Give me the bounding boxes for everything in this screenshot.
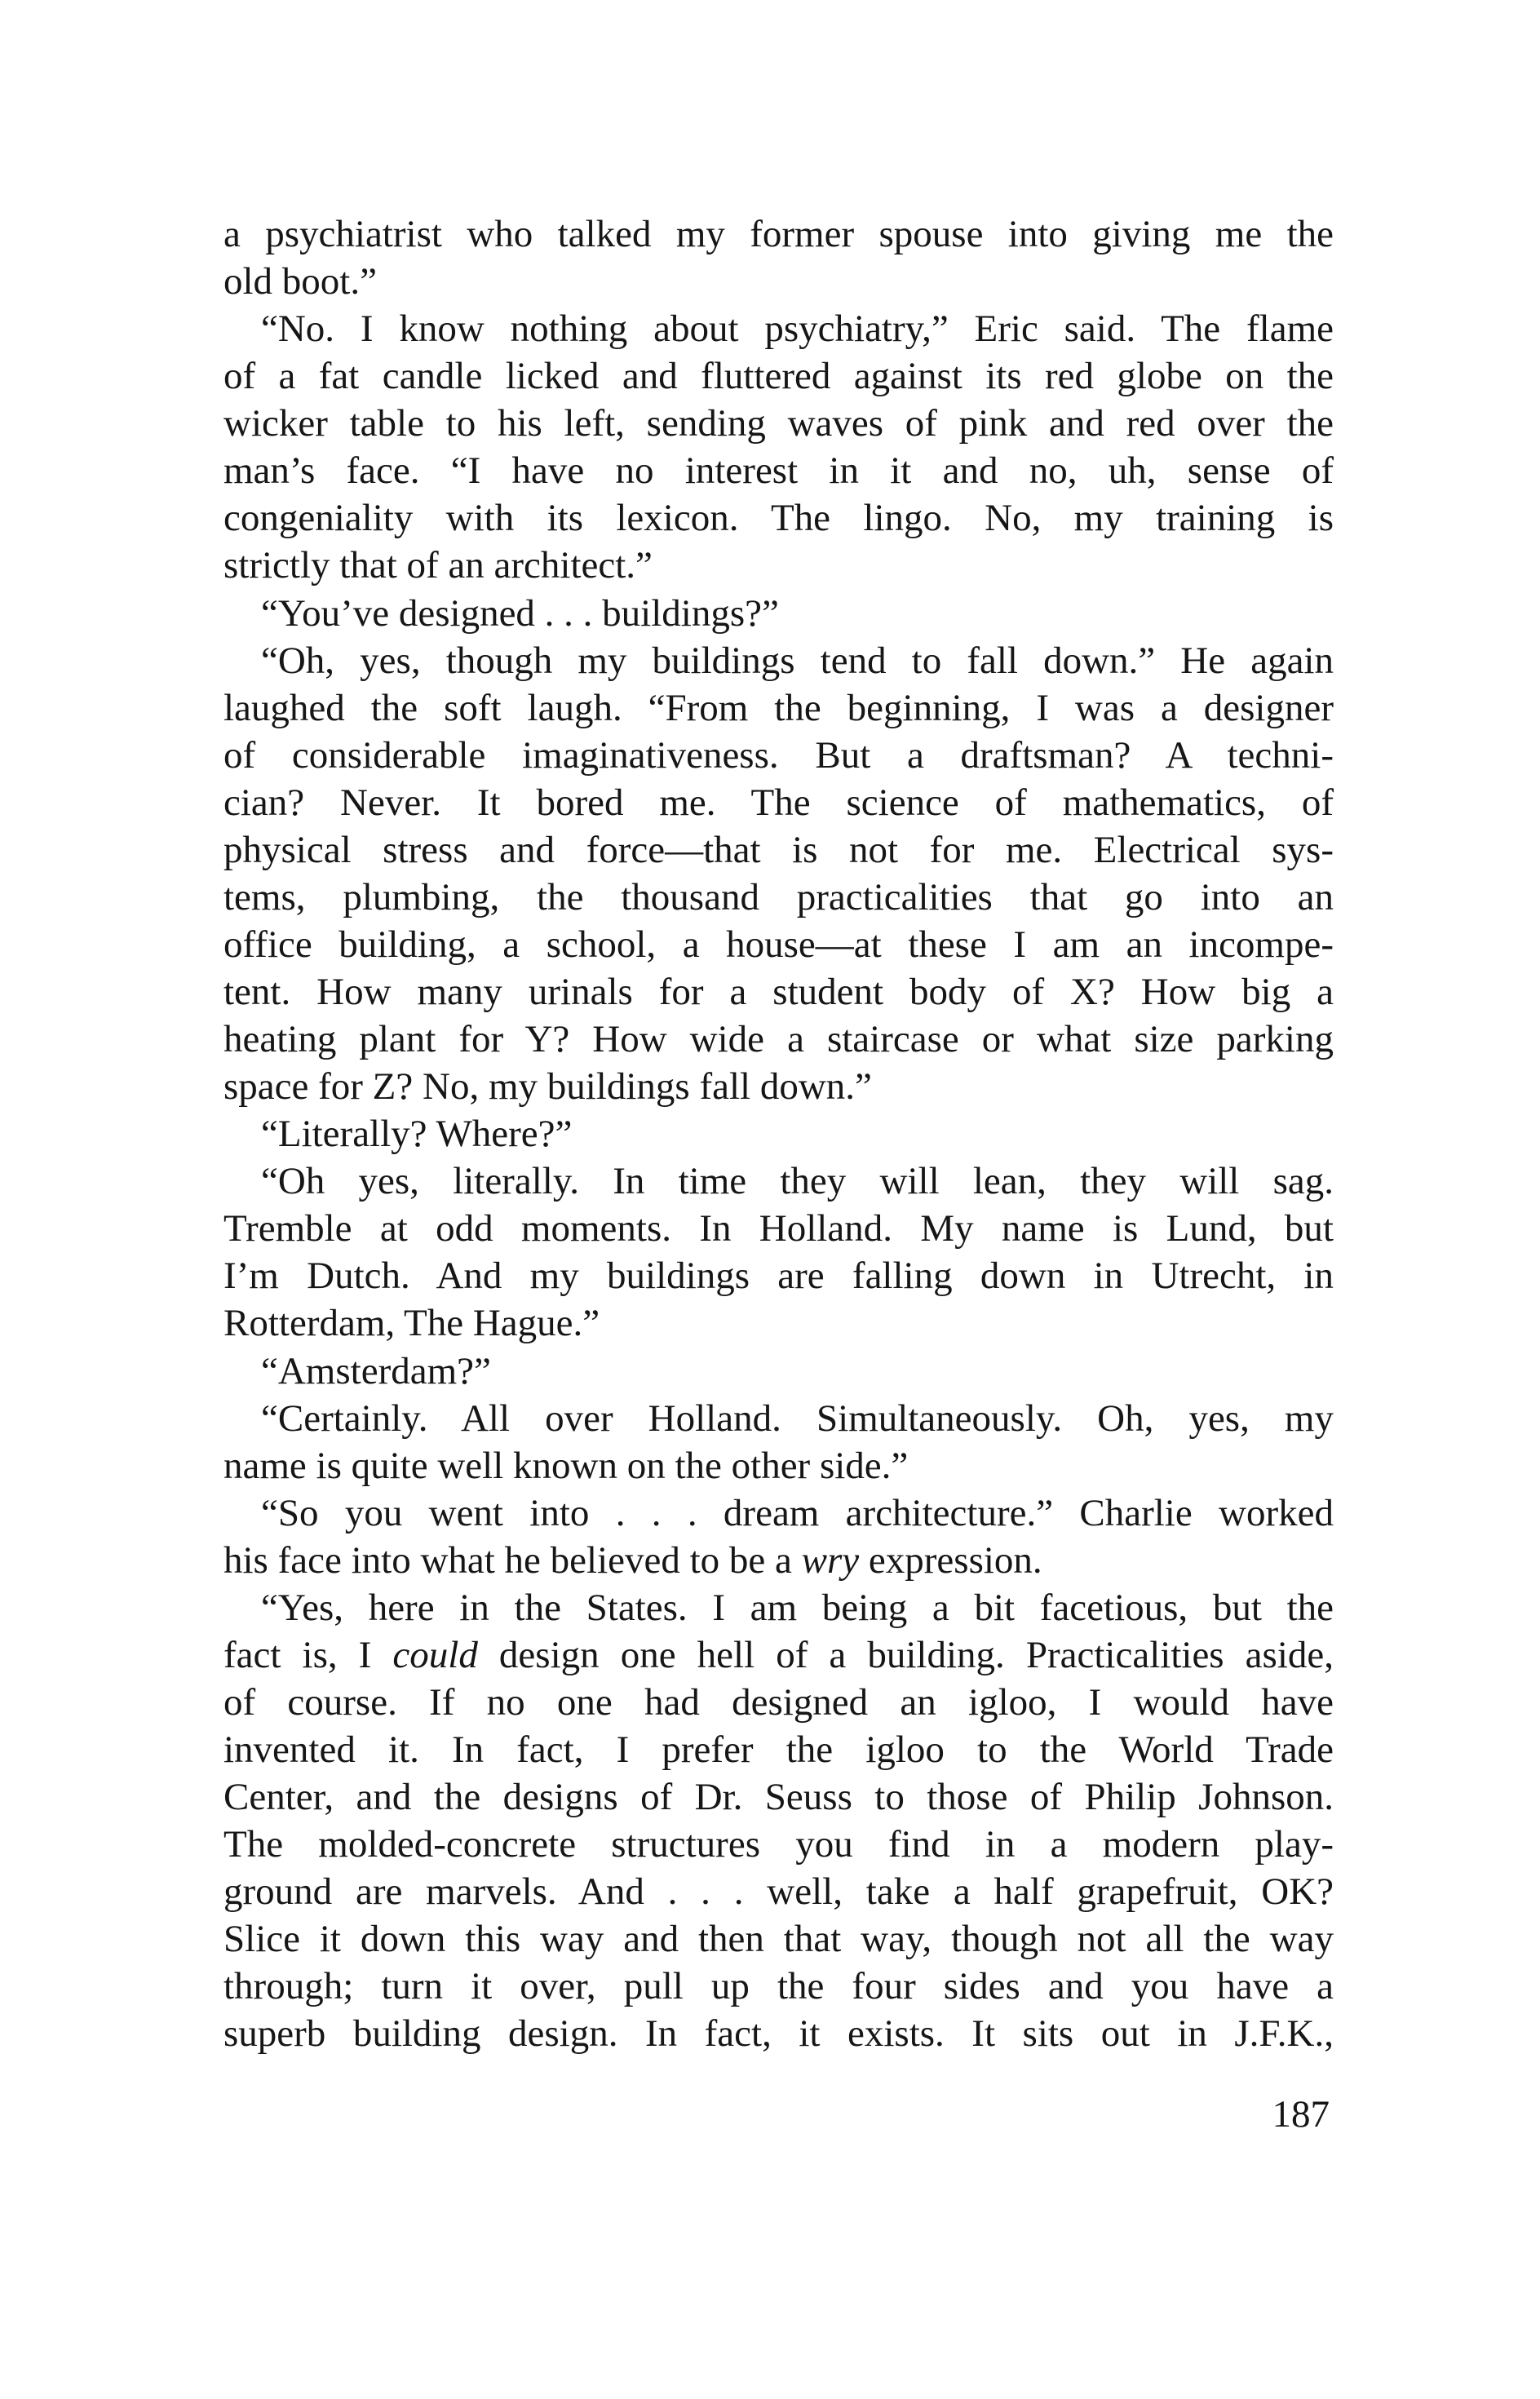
text-line: man’s face. “I have no interest in it and no, uh, sense of (223, 449, 1334, 493)
text-line (223, 1537, 1334, 1584)
text-line: old boot.” (223, 260, 377, 303)
italic-text: wry (801, 1538, 860, 1582)
italic-text: could (392, 1633, 478, 1676)
text-line: “No. I know nothing about psychiatry,” Eric said. The flame (261, 308, 1334, 351)
text-line: a psychiatrist who talked my former spouse into giving me the (223, 213, 1334, 255)
text-segment: design one hell of a building. Practicalities aside, (477, 1633, 1334, 1676)
text-line: of considerable imaginativeness. But a draftsman? A techni- (223, 733, 1334, 777)
text-line: cian? Never. It bored me. The science of mathematics, of (223, 781, 1334, 824)
text-line: “You’ve designed . . . buildings?” (261, 591, 779, 635)
text-line: “Amsterdam?” (261, 1349, 491, 1392)
text-line (223, 1631, 1334, 1679)
text-line: physical stress and force—that is not for me. Electrical sys- (223, 828, 1334, 871)
text-line: “Literally? Where?” (261, 1113, 573, 1156)
text-line: “Oh yes, literally. In time they will lean, they will sag. (261, 1160, 1334, 1203)
text-segment: expression. (859, 1538, 1042, 1582)
text-line: superb building design. In fact, it exists. It sits out in J.F.K., (223, 2012, 1334, 2056)
text-segment: his face into what he believed to be a (223, 1538, 802, 1582)
text-line: space for Z? No, my buildings fall down.” (223, 1065, 872, 1109)
text-line: The molded-concrete structures you find in a modern play- (223, 1823, 1334, 1866)
text-line: through; turn it over, pull up the four sides and you have a (223, 1965, 1334, 2008)
text-line: “Certainly. All over Holland. Simultaneously. Oh, yes, my (261, 1396, 1334, 1440)
text-line: Slice it down this way and then that way, though not all the way (223, 1918, 1334, 1961)
text-line: wicker table to his left, sending waves of pink and red over the (223, 402, 1334, 445)
text-line: tent. How many urinals for a student body of X? How big a (223, 971, 1334, 1013)
text-line: tems, plumbing, the thousand practicalities that go into an (223, 875, 1334, 918)
text-line: “Oh, yes, though my buildings tend to fall down.” He again (261, 639, 1334, 682)
text-line: Center, and the designs of Dr. Seuss to those of Philip Johnson. (223, 1776, 1334, 1819)
text-line: laughed the soft laugh. “From the beginning, I was a designer (223, 686, 1334, 729)
text-line: of course. If no one had designed an igloo, I would have (223, 1680, 1334, 1724)
body-text (223, 210, 1334, 2057)
text-segment: fact is, I (223, 1633, 393, 1676)
text-line: of a fat candle licked and fluttered against its red globe on the (223, 355, 1334, 398)
text-line: “Yes, here in the States. I am being a bit facetious, but the (261, 1586, 1334, 1629)
text-line: strictly that of an architect.” (223, 544, 653, 587)
text-line: Rotterdam, The Hague.” (223, 1302, 600, 1345)
text-line: Tremble at odd moments. In Holland. My name is Lund, but (223, 1207, 1334, 1250)
text-line: invented it. In fact, I prefer the igloo to the World Trade (223, 1728, 1334, 1771)
page-number: 187 (1272, 2093, 1330, 2136)
text-line: I’m Dutch. And my buildings are falling down in Utrecht, in (223, 1255, 1334, 1298)
text-line: heating plant for Y? How wide a staircase or what size parking (223, 1018, 1334, 1061)
text-line: name is quite well known on the other side.” (223, 1444, 909, 1487)
text-line: “So you went into . . . dream architecture.” Charlie worked (261, 1491, 1334, 1534)
text-line: ground are marvels. And . . . well, take a half grapefruit, OK? (223, 1870, 1334, 1914)
text-line: office building, a school, a house—at these I am an incompe- (223, 923, 1334, 966)
text-line: congeniality with its lexicon. The lingo. No, my training is (223, 497, 1334, 540)
